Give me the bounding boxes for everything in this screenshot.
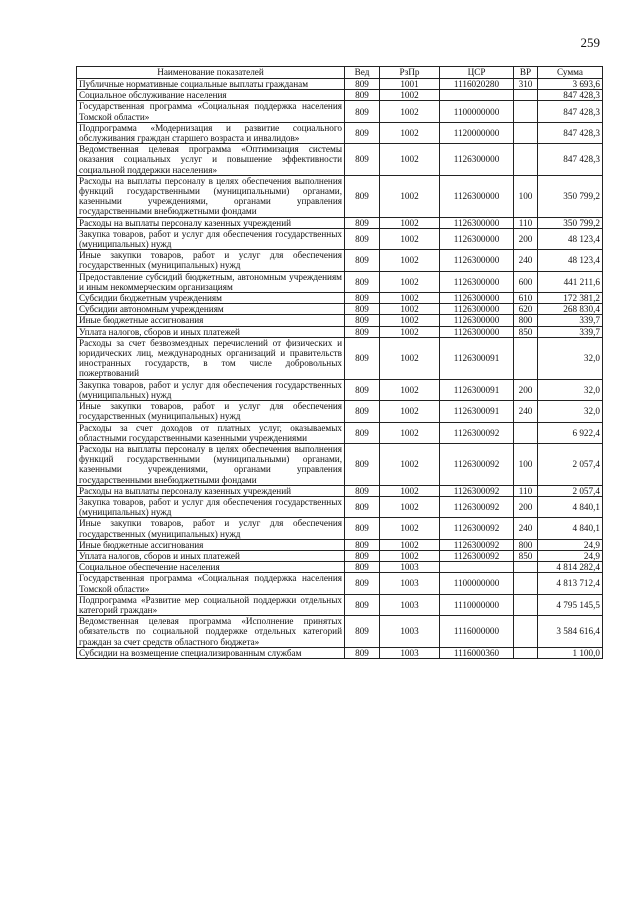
- cell-ved: 809: [345, 337, 380, 379]
- cell-sum: 24,9: [538, 539, 603, 550]
- cell-vr: 240: [514, 250, 538, 271]
- table-row: [77, 443, 603, 485]
- cell-indicator-name: Иные закупки товаров, работ и услуг для обеспечения государственных (муниципальных) нужд: [77, 401, 345, 422]
- cell-vr: 600: [514, 271, 538, 292]
- cell-rzpr: 1002: [380, 90, 440, 101]
- cell-ved: 809: [345, 217, 380, 228]
- cell-indicator-name: Социальное обеспечение населения: [77, 562, 345, 573]
- table-row: [77, 485, 603, 496]
- cell-sum: 6 922,4: [538, 422, 603, 443]
- cell-sum: 24,9: [538, 550, 603, 561]
- cell-sum: 847 428,3: [538, 144, 603, 176]
- cell-rzpr: 1003: [380, 594, 440, 615]
- cell-indicator-name: Расходы за счет безвозмездных перечислений от физических и юридических лиц, международных организаций и правительств иностранных государств, в том числе добровольных пожертвований: [77, 337, 345, 379]
- cell-vr: [514, 101, 538, 122]
- cell-vr: 100: [514, 175, 538, 217]
- cell-sum: 4 814 282,4: [538, 562, 603, 573]
- cell-ved: 809: [345, 562, 380, 573]
- cell-ved: 809: [345, 401, 380, 422]
- cell-vr: 850: [514, 326, 538, 337]
- cell-csr: 1126300000: [440, 144, 514, 176]
- cell-indicator-name: Ведомственная целевая программа «Оптимизация системы оказания социальных услуг и повышение эффективности социальной поддержки населения»: [77, 144, 345, 176]
- cell-csr: 1110000000: [440, 594, 514, 615]
- header-csr: ЦСР: [440, 67, 514, 79]
- cell-indicator-name: Предоставление субсидий бюджетным, автономным учреждениям и иным некоммерческим организациям: [77, 271, 345, 292]
- cell-csr: 1126300092: [440, 518, 514, 539]
- cell-sum: 350 799,2: [538, 175, 603, 217]
- table-row: [77, 401, 603, 422]
- cell-csr: 1126300000: [440, 217, 514, 228]
- cell-sum: 32,0: [538, 401, 603, 422]
- cell-csr: 1126300091: [440, 401, 514, 422]
- cell-indicator-name: Социальное обслуживание населения: [77, 90, 345, 101]
- table-row: [77, 304, 603, 315]
- cell-ved: 809: [345, 250, 380, 271]
- cell-csr: 1126300092: [440, 539, 514, 550]
- table-row: [77, 144, 603, 176]
- cell-sum: 268 830,4: [538, 304, 603, 315]
- cell-sum: 847 428,3: [538, 90, 603, 101]
- cell-indicator-name: Подпрограмма «Модернизация и развитие социального обслуживания граждан старшего возраста и инвалидов»: [77, 122, 345, 143]
- cell-rzpr: 1002: [380, 326, 440, 337]
- cell-ved: 809: [345, 379, 380, 400]
- table-body: [77, 79, 603, 659]
- cell-csr: 1100000000: [440, 573, 514, 594]
- table-row: [77, 122, 603, 143]
- cell-csr: 1126300000: [440, 304, 514, 315]
- cell-sum: 350 799,2: [538, 217, 603, 228]
- cell-csr: [440, 562, 514, 573]
- cell-rzpr: 1002: [380, 422, 440, 443]
- cell-vr: 200: [514, 496, 538, 517]
- header-sum: Сумма: [538, 67, 603, 79]
- cell-sum: 2 057,4: [538, 485, 603, 496]
- table-row: [77, 518, 603, 539]
- cell-sum: 2 057,4: [538, 443, 603, 485]
- cell-ved: 809: [345, 304, 380, 315]
- cell-rzpr: 1003: [380, 573, 440, 594]
- cell-rzpr: 1002: [380, 228, 440, 249]
- header-rzpr: РзПр: [380, 67, 440, 79]
- cell-ved: 809: [345, 293, 380, 304]
- table-row: [77, 337, 603, 379]
- table-row: [77, 539, 603, 550]
- cell-csr: 1126300092: [440, 422, 514, 443]
- cell-ved: 809: [345, 485, 380, 496]
- cell-vr: [514, 422, 538, 443]
- cell-ved: 809: [345, 315, 380, 326]
- cell-ved: 809: [345, 594, 380, 615]
- table-row: [77, 293, 603, 304]
- cell-indicator-name: Государственная программа «Социальная поддержка населения Томской области»: [77, 573, 345, 594]
- table-row: [77, 217, 603, 228]
- table-row: [77, 647, 603, 658]
- header-indicator-name: Наименование показателей: [77, 67, 345, 79]
- cell-indicator-name: Субсидии на возмещение специализированным службам: [77, 647, 345, 658]
- cell-vr: [514, 616, 538, 648]
- cell-ved: 809: [345, 228, 380, 249]
- cell-ved: 809: [345, 90, 380, 101]
- header-vr: ВР: [514, 67, 538, 79]
- cell-rzpr: 1002: [380, 271, 440, 292]
- table-row: [77, 573, 603, 594]
- cell-csr: 1116000000: [440, 616, 514, 648]
- cell-vr: 240: [514, 518, 538, 539]
- cell-sum: 48 123,4: [538, 228, 603, 249]
- cell-rzpr: 1002: [380, 293, 440, 304]
- cell-vr: 800: [514, 315, 538, 326]
- cell-csr: 1120000000: [440, 122, 514, 143]
- cell-indicator-name: Иные бюджетные ассигнования: [77, 315, 345, 326]
- cell-sum: 3 693,6: [538, 79, 603, 90]
- cell-vr: 800: [514, 539, 538, 550]
- cell-rzpr: 1002: [380, 401, 440, 422]
- cell-csr: 1126300092: [440, 550, 514, 561]
- cell-rzpr: 1002: [380, 250, 440, 271]
- cell-sum: 4 795 145,5: [538, 594, 603, 615]
- page-number: 259: [580, 35, 600, 50]
- cell-vr: 200: [514, 228, 538, 249]
- header-ved: Вед: [345, 67, 380, 79]
- cell-csr: 1126300092: [440, 496, 514, 517]
- cell-ved: 809: [345, 175, 380, 217]
- cell-sum: 847 428,3: [538, 122, 603, 143]
- cell-csr: 1126300000: [440, 293, 514, 304]
- cell-indicator-name: Расходы за счет доходов от платных услуг, оказываемых областными государственными казенными учреждениями: [77, 422, 345, 443]
- cell-vr: [514, 647, 538, 658]
- cell-rzpr: 1002: [380, 337, 440, 379]
- table-header: [77, 67, 603, 79]
- cell-indicator-name: Иные закупки товаров, работ и услуг для обеспечения государственных (муниципальных) нужд: [77, 518, 345, 539]
- cell-rzpr: 1003: [380, 562, 440, 573]
- cell-rzpr: 1002: [380, 518, 440, 539]
- cell-ved: 809: [345, 647, 380, 658]
- cell-sum: 4 813 712,4: [538, 573, 603, 594]
- cell-indicator-name: Расходы на выплаты персоналу в целях обеспечения выполнения функций государственными (муниципальными) органами, казенными учреждениями, органами управления государственными внебюджетными фондами: [77, 175, 345, 217]
- cell-vr: 240: [514, 401, 538, 422]
- table-row: [77, 175, 603, 217]
- cell-rzpr: 1002: [380, 550, 440, 561]
- cell-rzpr: 1003: [380, 616, 440, 648]
- cell-csr: 1126300092: [440, 485, 514, 496]
- cell-sum: 339,7: [538, 315, 603, 326]
- cell-rzpr: 1002: [380, 122, 440, 143]
- cell-csr: 1126300000: [440, 326, 514, 337]
- table-row: [77, 79, 603, 90]
- cell-rzpr: 1002: [380, 443, 440, 485]
- cell-indicator-name: Закупка товаров, работ и услуг для обеспечения государственных (муниципальных) нужд: [77, 228, 345, 249]
- cell-csr: 1126300000: [440, 315, 514, 326]
- cell-sum: 441 211,6: [538, 271, 603, 292]
- cell-vr: 200: [514, 379, 538, 400]
- cell-rzpr: 1003: [380, 647, 440, 658]
- cell-csr: 1126300000: [440, 271, 514, 292]
- cell-rzpr: 1002: [380, 496, 440, 517]
- table-row: [77, 562, 603, 573]
- cell-sum: 4 840,1: [538, 496, 603, 517]
- cell-sum: 32,0: [538, 337, 603, 379]
- table-row: [77, 496, 603, 517]
- cell-ved: 809: [345, 443, 380, 485]
- cell-sum: 4 840,1: [538, 518, 603, 539]
- cell-csr: 1126300000: [440, 175, 514, 217]
- cell-ved: 809: [345, 271, 380, 292]
- cell-rzpr: 1002: [380, 144, 440, 176]
- cell-indicator-name: Иные бюджетные ассигнования: [77, 539, 345, 550]
- cell-rzpr: 1002: [380, 304, 440, 315]
- cell-vr: [514, 594, 538, 615]
- cell-ved: 809: [345, 144, 380, 176]
- cell-vr: 620: [514, 304, 538, 315]
- header-row: [77, 67, 603, 79]
- table-row: [77, 101, 603, 122]
- cell-csr: [440, 90, 514, 101]
- cell-indicator-name: Ведомственная целевая программа «Исполнение принятых обязательств по социальной поддержке отдельных категорий граждан за счет средств областного бюджета»: [77, 616, 345, 648]
- cell-rzpr: 1002: [380, 539, 440, 550]
- cell-csr: 1126300000: [440, 228, 514, 249]
- cell-ved: 809: [345, 326, 380, 337]
- table-row: [77, 250, 603, 271]
- cell-indicator-name: Закупка товаров, работ и услуг для обеспечения государственных (муниципальных) нужд: [77, 379, 345, 400]
- cell-csr: 1126300091: [440, 337, 514, 379]
- cell-ved: 809: [345, 79, 380, 90]
- cell-sum: 339,7: [538, 326, 603, 337]
- cell-vr: 110: [514, 217, 538, 228]
- cell-vr: [514, 144, 538, 176]
- cell-vr: 310: [514, 79, 538, 90]
- cell-indicator-name: Уплата налогов, сборов и иных платежей: [77, 326, 345, 337]
- cell-sum: 172 381,2: [538, 293, 603, 304]
- cell-indicator-name: Расходы на выплаты персоналу казенных учреждений: [77, 485, 345, 496]
- cell-ved: 809: [345, 539, 380, 550]
- cell-ved: 809: [345, 122, 380, 143]
- cell-ved: 809: [345, 496, 380, 517]
- cell-sum: 847 428,3: [538, 101, 603, 122]
- cell-vr: 110: [514, 485, 538, 496]
- cell-vr: [514, 90, 538, 101]
- table-row: [77, 228, 603, 249]
- cell-indicator-name: Публичные нормативные социальные выплаты гражданам: [77, 79, 345, 90]
- cell-ved: 809: [345, 518, 380, 539]
- cell-vr: 610: [514, 293, 538, 304]
- table-row: [77, 616, 603, 648]
- cell-vr: [514, 562, 538, 573]
- cell-rzpr: 1002: [380, 175, 440, 217]
- table-row: [77, 315, 603, 326]
- cell-indicator-name: Подпрограмма «Развитие мер социальной поддержки отдельных категорий граждан»: [77, 594, 345, 615]
- table-row: [77, 594, 603, 615]
- cell-sum: 3 584 616,4: [538, 616, 603, 648]
- cell-csr: 1100000000: [440, 101, 514, 122]
- cell-rzpr: 1002: [380, 315, 440, 326]
- cell-indicator-name: Расходы на выплаты персоналу в целях обеспечения выполнения функций государственными (муниципальными) органами, казенными учреждениями, органами управления государственными внебюджетными фондами: [77, 443, 345, 485]
- cell-csr: 1126300091: [440, 379, 514, 400]
- cell-ved: 809: [345, 101, 380, 122]
- cell-vr: 850: [514, 550, 538, 561]
- cell-rzpr: 1002: [380, 217, 440, 228]
- cell-vr: [514, 337, 538, 379]
- table-row: [77, 379, 603, 400]
- cell-sum: 1 100,0: [538, 647, 603, 658]
- cell-indicator-name: Иные закупки товаров, работ и услуг для обеспечения государственных (муниципальных) нужд: [77, 250, 345, 271]
- cell-indicator-name: Государственная программа «Социальная поддержка населения Томской области»: [77, 101, 345, 122]
- cell-rzpr: 1002: [380, 485, 440, 496]
- cell-indicator-name: Закупка товаров, работ и услуг для обеспечения государственных (муниципальных) нужд: [77, 496, 345, 517]
- cell-rzpr: 1002: [380, 101, 440, 122]
- cell-rzpr: 1001: [380, 79, 440, 90]
- cell-sum: 32,0: [538, 379, 603, 400]
- cell-ved: 809: [345, 422, 380, 443]
- cell-indicator-name: Субсидии автономным учреждениям: [77, 304, 345, 315]
- cell-csr: 1126300092: [440, 443, 514, 485]
- cell-ved: 809: [345, 550, 380, 561]
- table-row: [77, 90, 603, 101]
- cell-csr: 1126300000: [440, 250, 514, 271]
- cell-ved: 809: [345, 573, 380, 594]
- table-row: [77, 422, 603, 443]
- cell-ved: 809: [345, 616, 380, 648]
- cell-csr: 1116020280: [440, 79, 514, 90]
- cell-rzpr: 1002: [380, 379, 440, 400]
- cell-vr: [514, 573, 538, 594]
- table-row: [77, 271, 603, 292]
- cell-vr: 100: [514, 443, 538, 485]
- table-row: [77, 550, 603, 561]
- budget-table: [76, 66, 603, 659]
- cell-vr: [514, 122, 538, 143]
- table-row: [77, 326, 603, 337]
- cell-csr: 1116000360: [440, 647, 514, 658]
- cell-indicator-name: Уплата налогов, сборов и иных платежей: [77, 550, 345, 561]
- cell-indicator-name: Расходы на выплаты персоналу казенных учреждений: [77, 217, 345, 228]
- cell-indicator-name: Субсидии бюджетным учреждениям: [77, 293, 345, 304]
- cell-sum: 48 123,4: [538, 250, 603, 271]
